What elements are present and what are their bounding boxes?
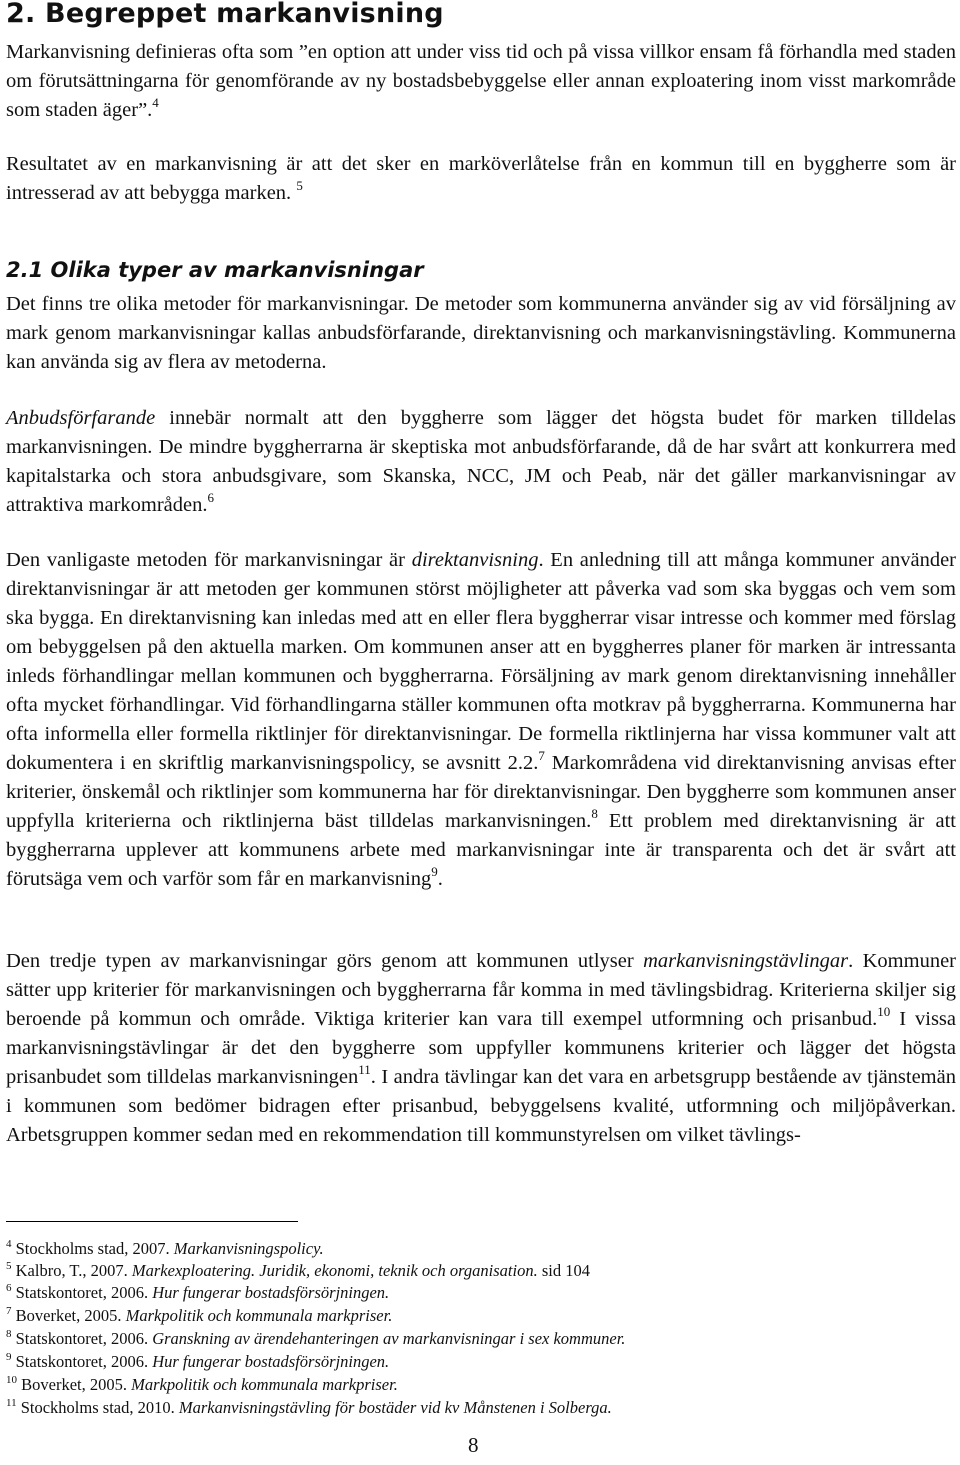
section-text-2: innebär normalt att den byggherre som lägger det högsta budet för marken tilldelas markanvisningen. De mindre byggherrarna är skeptiska mot anbudsförfarande, då de har svårt att konkurrera med kapitalstarka och stora anbudsgivare, som Skanska, NCC, JM och Peab, när det gäller markanvisningar av attraktiva markområden.: [6, 407, 956, 516]
chapter-heading: 2. Begreppet markanvisning: [6, 0, 444, 29]
footnote-item: $^{11}$ Stockholms stad, 2010. Markanvisningstävling för bostäder vid kv Månstenen i Solberga.: [6, 1396, 612, 1417]
section-text-3c: Markområdena vid direktanvisning anvisas efter kriterier, önskemål och riktlinjer som kommunerna har för direktanvisningar. Den byggherre som kommunen anser uppfylla kriterierna och riktlinjerna bäst tilldelas markanvisningen.: [6, 752, 956, 832]
footnote-ref-4[interactable]: 4: [152, 95, 159, 111]
section-text-3d: Ett problem med direktanvisning är att byggherrarna upplever att kommunens arbete med markanvisningar inte är transparenta och det är svårt att förutsäga vem och varför som får en markanvisning: [6, 810, 956, 890]
section-text-4b: . Kommuner sätter upp kriterier för markanvisningen och byggherrarna får komma in med tävlingsbidrag. Kriterierna skiljer sig beroende på kommun och område. Viktiga kriterier kan vara till exempel utformning och prisanbud.: [6, 950, 956, 1030]
footnote-item: $^6$ Statskontoret, 2006. Hur fungerar bostadsförsörjningen.: [6, 1281, 390, 1302]
footnote-ref-8[interactable]: 8: [591, 806, 598, 822]
section-heading: 2.1 Olika typer av markanvisningar: [6, 258, 424, 282]
term-markanvisningstavlingar: markanvisningstävlingar: [643, 950, 849, 972]
section-text-4a: Den tredje typen av markanvisningar görs genom att kommunen utlyser: [6, 950, 644, 972]
page-number: 8: [468, 1433, 479, 1457]
footnote-item: $^{10}$ Boverket, 2005. Markpolitik och kommunala markpriser.: [6, 1373, 398, 1394]
footnote-ref-10[interactable]: 10: [877, 1004, 891, 1020]
footnote-ref-5[interactable]: 5: [296, 178, 303, 194]
section-paragraph-1: Det finns tre olika metoder för markanvisningar. De metoder som kommunerna använder sig av vid försäljning av mark genom markanvisningar kallas anbudsförfarande, direktanvisning och markanvisningstävling. Kommunerna kan använda sig av flera av metoderna.: [6, 293, 956, 373]
footnote-divider: [6, 1221, 298, 1222]
footnote-item: $^5$ Kalbro, T., 2007. Markexploatering. Juridik, ekonomi, teknik och organisation. sid 104: [6, 1259, 590, 1280]
term-anbudsforfarande: Anbudsförfarande: [6, 407, 156, 429]
footnote-item: $^7$ Boverket, 2005. Markpolitik och kommunala markpriser.: [6, 1304, 393, 1325]
footnote-item: $^9$ Statskontoret, 2006. Hur fungerar bostadsförsörjningen.: [6, 1350, 390, 1371]
footnote-ref-6[interactable]: 6: [207, 490, 214, 506]
intro-paragraph-1: [6, 38, 956, 125]
intro-paragraph-2: [6, 150, 956, 208]
footnote-item: $^8$ Statskontoret, 2006. Granskning av ärendehanteringen av markanvisningar i sex kommuner.: [6, 1327, 626, 1348]
section-text-3b: . En anledning till att många kommuner använder direktanvisningar är att metoden ger kommunen störst möjligheter att påverka vad som ska byggas och vem som ska bygga. En direktanvisning kan inledas med att en eller flera byggherrar visar intresse och kommer med förslag om bebyggelsen på den aktuella marken. Om kommunen anser att en byggherres planer för marken är intressanta inleds förhandlingar mellan kommunen och byggherrarna. Försäljning av mark genom direktanvisning innehåller ofta mycket förhandlingar. Vid förhandlingarna ställer kommunen ofta motkrav på byggherrarna. Kommunerna har ofta informella eller formella riktlinjer för direktanvisningar. De formella riktlinjerna har vissa kommuner valt att dokumentera i en skriftlig markanvisningspolicy, se avsnitt 2.2.: [6, 549, 956, 774]
section-text-4d: . I andra tävlingar kan det vara en arbetsgrupp bestående av tjänstemän i kommunen som bedömer bidragen efter prisanbud, bebyggelsens kvalité, utformning och miljöpåverkan. Arbetsgruppen kommer sedan med en rekommendation till kommunstyrelsen om vilket tävlings-: [6, 1066, 956, 1146]
section-text-3e: .: [437, 868, 443, 890]
intro-text-1: Markanvisning definieras ofta som ”en option att under viss tid och på vissa villkor ensam få förhandla med staden om förutsättningarna för genomförande av ny bostadsbebyggelse eller annan exploatering inom visst markområde som staden äger”.: [6, 41, 956, 121]
section-text-3a: Den vanligaste metoden för markanvisningar är: [6, 549, 412, 571]
term-direktanvisning: direktanvisning: [411, 549, 539, 571]
footnote-ref-11[interactable]: 11: [358, 1062, 371, 1078]
section-paragraph-4: [6, 947, 956, 1150]
footnote-ref-7[interactable]: 7: [538, 748, 545, 764]
intro-text-2: Resultatet av en markanvisning är att det sker en marköverlåtelse från en kommun till en byggherre som är intresserad av att bebygga marken.: [6, 153, 956, 204]
footnote-ref-9[interactable]: 9: [431, 864, 438, 880]
section-paragraph-2: [6, 404, 956, 520]
footnote-item: $^4$ Stockholms stad, 2007. Markanvisningspolicy.: [6, 1237, 324, 1258]
section-text-4c: I vissa markanvisningstävlingar är det den byggherre som uppfyller kommunens kriterier och lägger det högsta prisanbudet som tilldelas markanvisningen: [6, 1008, 957, 1088]
section-paragraph-3: [6, 546, 956, 894]
